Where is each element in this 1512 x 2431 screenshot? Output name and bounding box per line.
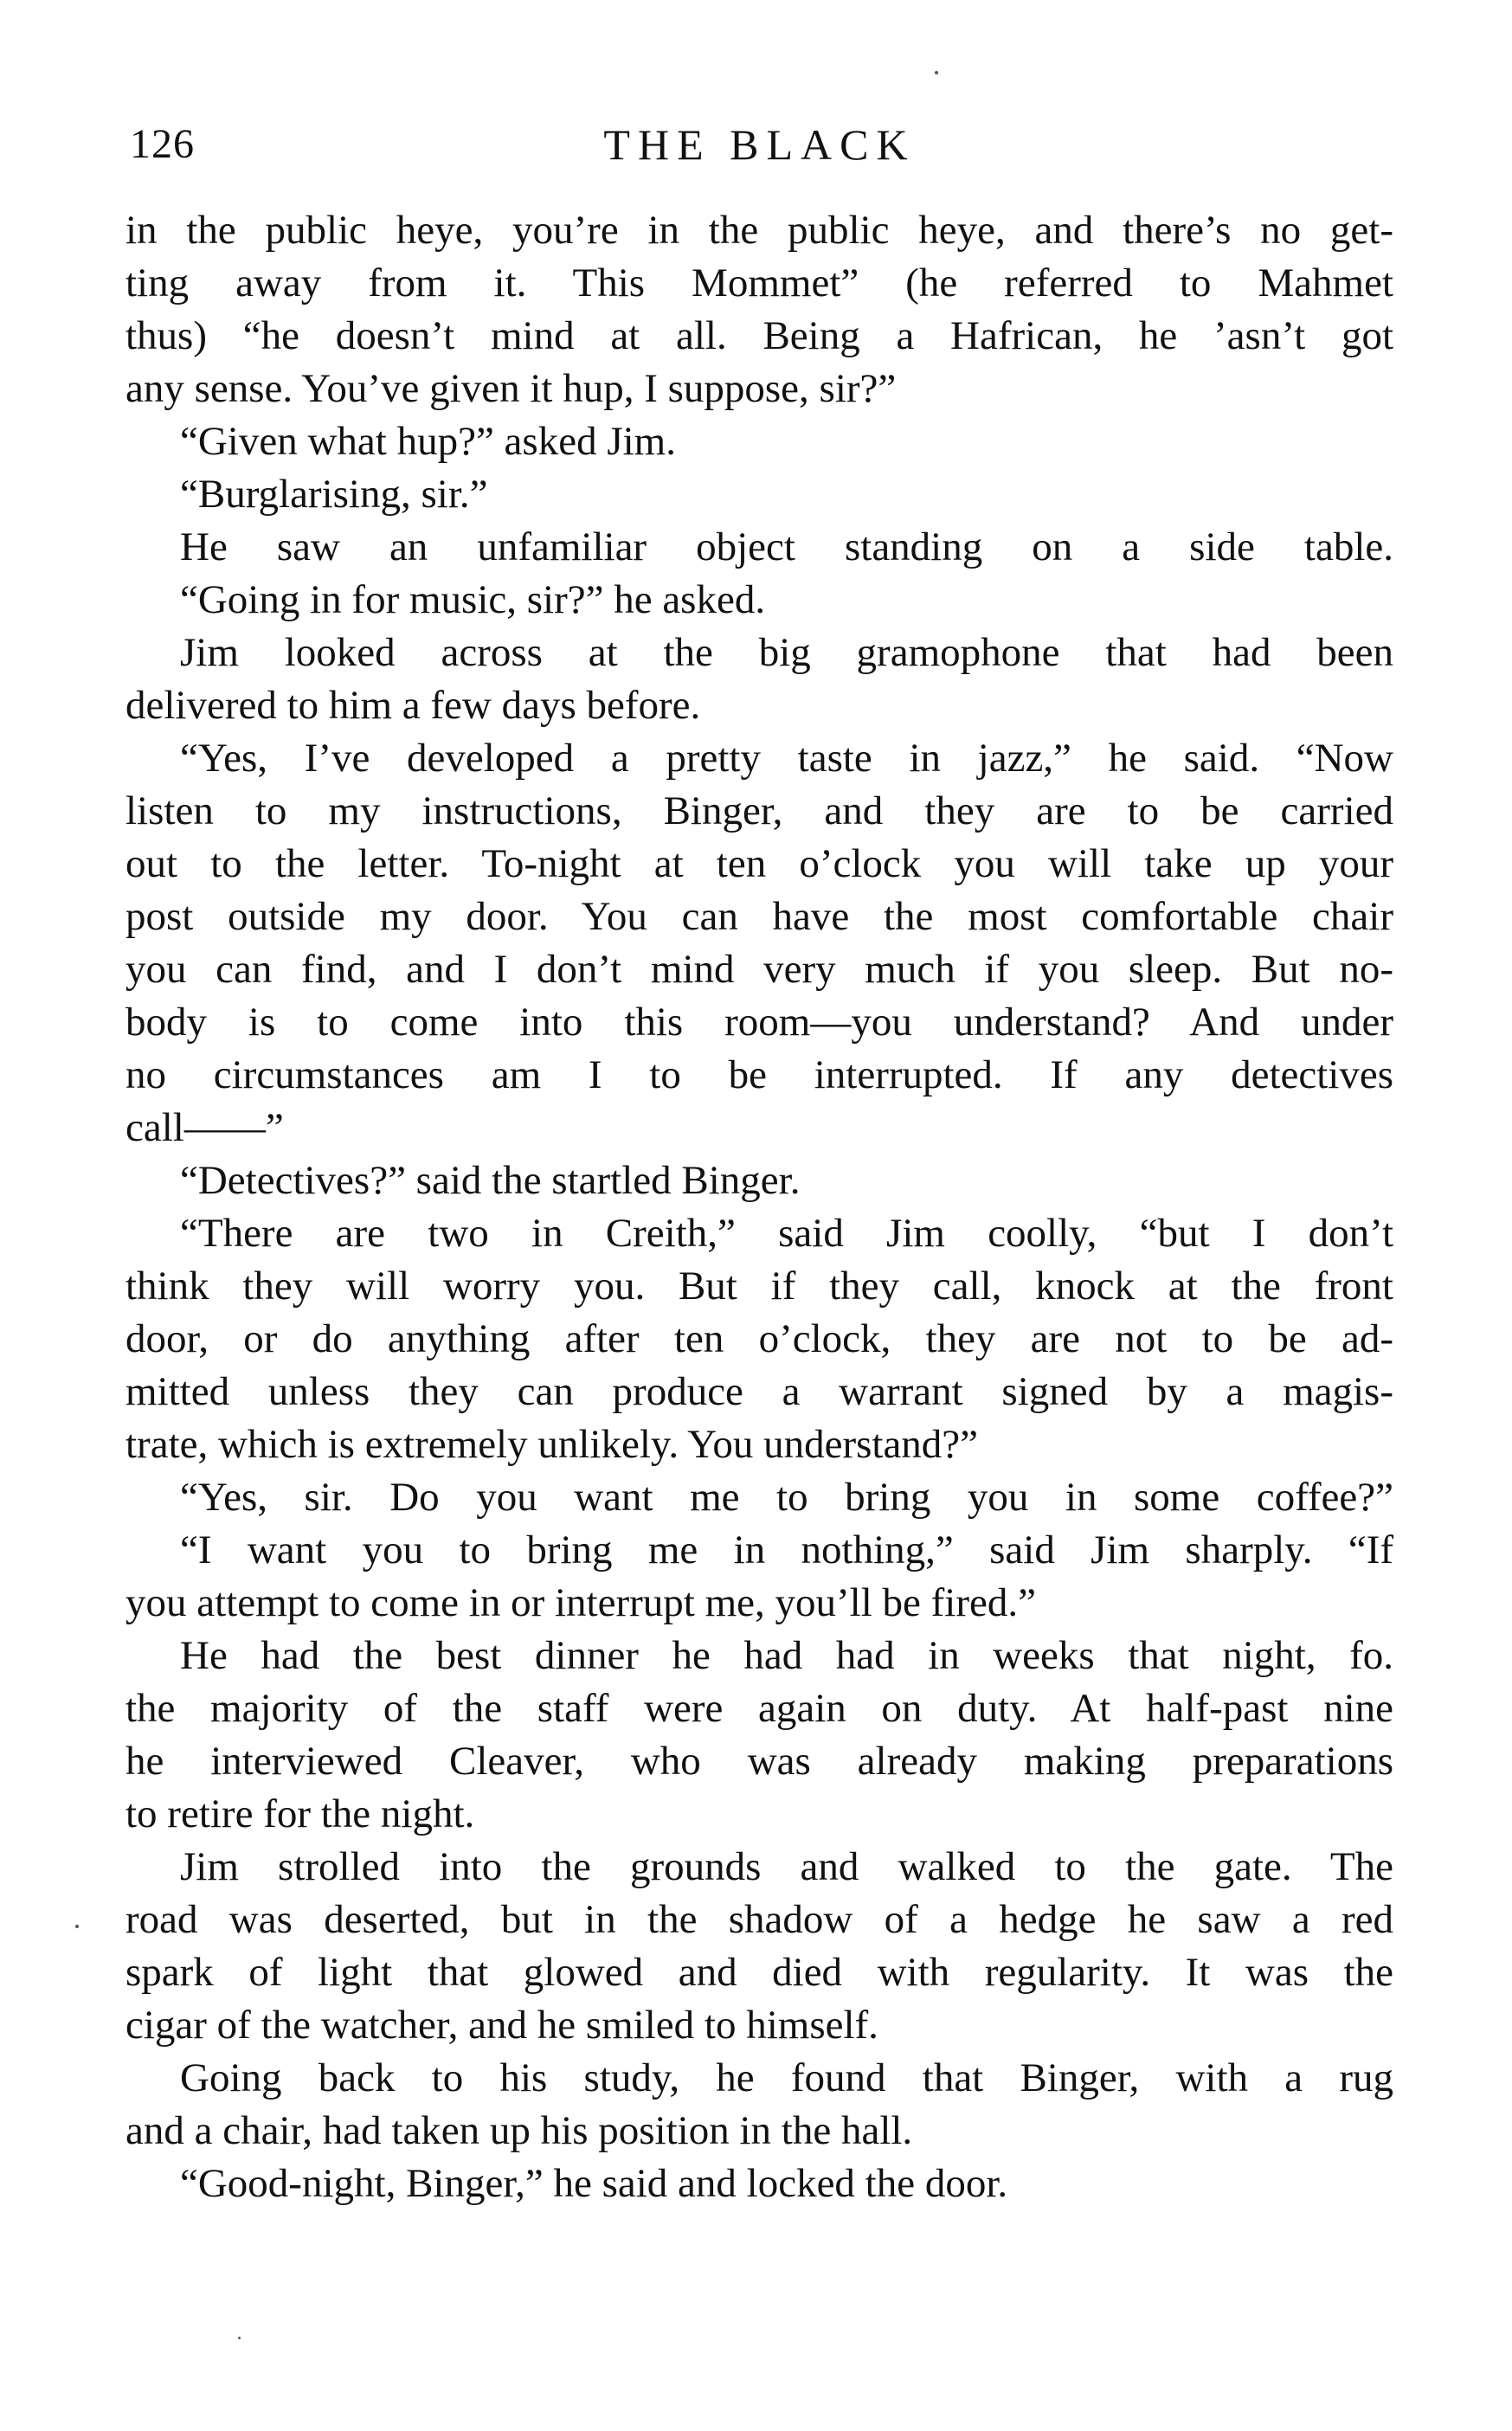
text-line: the majority of the staff were again on duty. At half-past nine — [125, 1686, 1393, 1731]
body-text — [125, 204, 1393, 2210]
text-line: post outside my door. You can have the most comfortable chair — [125, 894, 1393, 939]
text-line: mitted unless they can produce a warrant signed by a magis- — [125, 1369, 1393, 1414]
text-line: and a chair, had taken up his position in the hall. — [125, 2108, 913, 2153]
text-line: “Going in for music, sir?” he asked. — [180, 577, 766, 622]
text-line: Jim looked across at the big gramophone that had been — [180, 630, 1393, 675]
text-line: you attempt to come in or interrupt me, you’ll be fired.” — [125, 1580, 1036, 1625]
text-line: spark of light that glowed and died with regularity. It was the — [125, 1950, 1393, 1995]
text-line: delivered to him a few days before. — [125, 683, 701, 728]
running-title: THE BLACK — [603, 120, 916, 169]
text-line: “Given what hup?” asked Jim. — [180, 419, 676, 464]
page-header — [125, 114, 1393, 175]
text-line: call——” — [125, 1105, 284, 1150]
text-line: trate, which is extremely unlikely. You understand?” — [125, 1422, 979, 1467]
print-speck — [935, 71, 938, 74]
text-line: you can find, and I don’t mind very much if you sleep. But no- — [125, 947, 1393, 992]
text-line: he interviewed Cleaver, who was already making preparations — [125, 1739, 1393, 1784]
text-line: “Burglarising, sir.” — [180, 472, 488, 517]
text-line: He had the best dinner he had had in weeks that night, fo. — [180, 1633, 1393, 1678]
text-line: in the public heye, you’re in the public heye, and there’s no get- — [125, 208, 1393, 253]
text-line: “Good-night, Binger,” he said and locked the door. — [180, 2161, 1008, 2206]
text-line: “I want you to bring me in nothing,” said Jim sharply. “If — [180, 1527, 1393, 1572]
text-line: to retire for the night. — [125, 1791, 475, 1836]
text-line: any sense. You’ve given it hup, I suppose, sir?” — [125, 366, 897, 411]
text-line: door, or do anything after ten o’clock, they are not to be ad- — [125, 1316, 1393, 1361]
print-speck — [75, 1925, 79, 1928]
text-line: cigar of the watcher, and he smiled to himself. — [125, 2003, 878, 2048]
text-line: listen to my instructions, Binger, and they are to be carried — [125, 788, 1393, 833]
text-line: ting away from it. This Mommet” (he referred to Mahmet — [125, 260, 1393, 305]
text-line: Jim strolled into the grounds and walked to the gate. The — [180, 1844, 1393, 1889]
text-line: “Detectives?” said the startled Binger. — [180, 1158, 801, 1203]
text-line: road was deserted, but in the shadow of a hedge he saw a red — [125, 1897, 1393, 1942]
text-line: “There are two in Creith,” said Jim coolly, “but I don’t — [180, 1211, 1393, 1256]
text-line: “Yes, I’ve developed a pretty taste in jazz,” he said. “Now — [180, 736, 1393, 781]
text-line: no circumstances am I to be interrupted. If any detectives — [125, 1052, 1393, 1097]
text-line: out to the letter. To-night at ten o’clock you will take up your — [125, 841, 1393, 886]
text-line: think they will worry you. But if they call, knock at the front — [125, 1264, 1393, 1309]
text-line: body is to come into this room—you understand? And under — [125, 1000, 1393, 1045]
print-speck — [238, 2337, 241, 2339]
text-line: thus) “he doesn’t mind at all. Being a Hafrican, he ’asn’t got — [125, 313, 1393, 358]
text-line: Going back to his study, he found that Binger, with a rug — [180, 2055, 1393, 2100]
text-line: He saw an unfamiliar object standing on a side table. — [180, 524, 1393, 569]
text-line: “Yes, sir. Do you want me to bring you in some coffee?” — [180, 1475, 1393, 1520]
page-number: 126 — [130, 121, 195, 167]
